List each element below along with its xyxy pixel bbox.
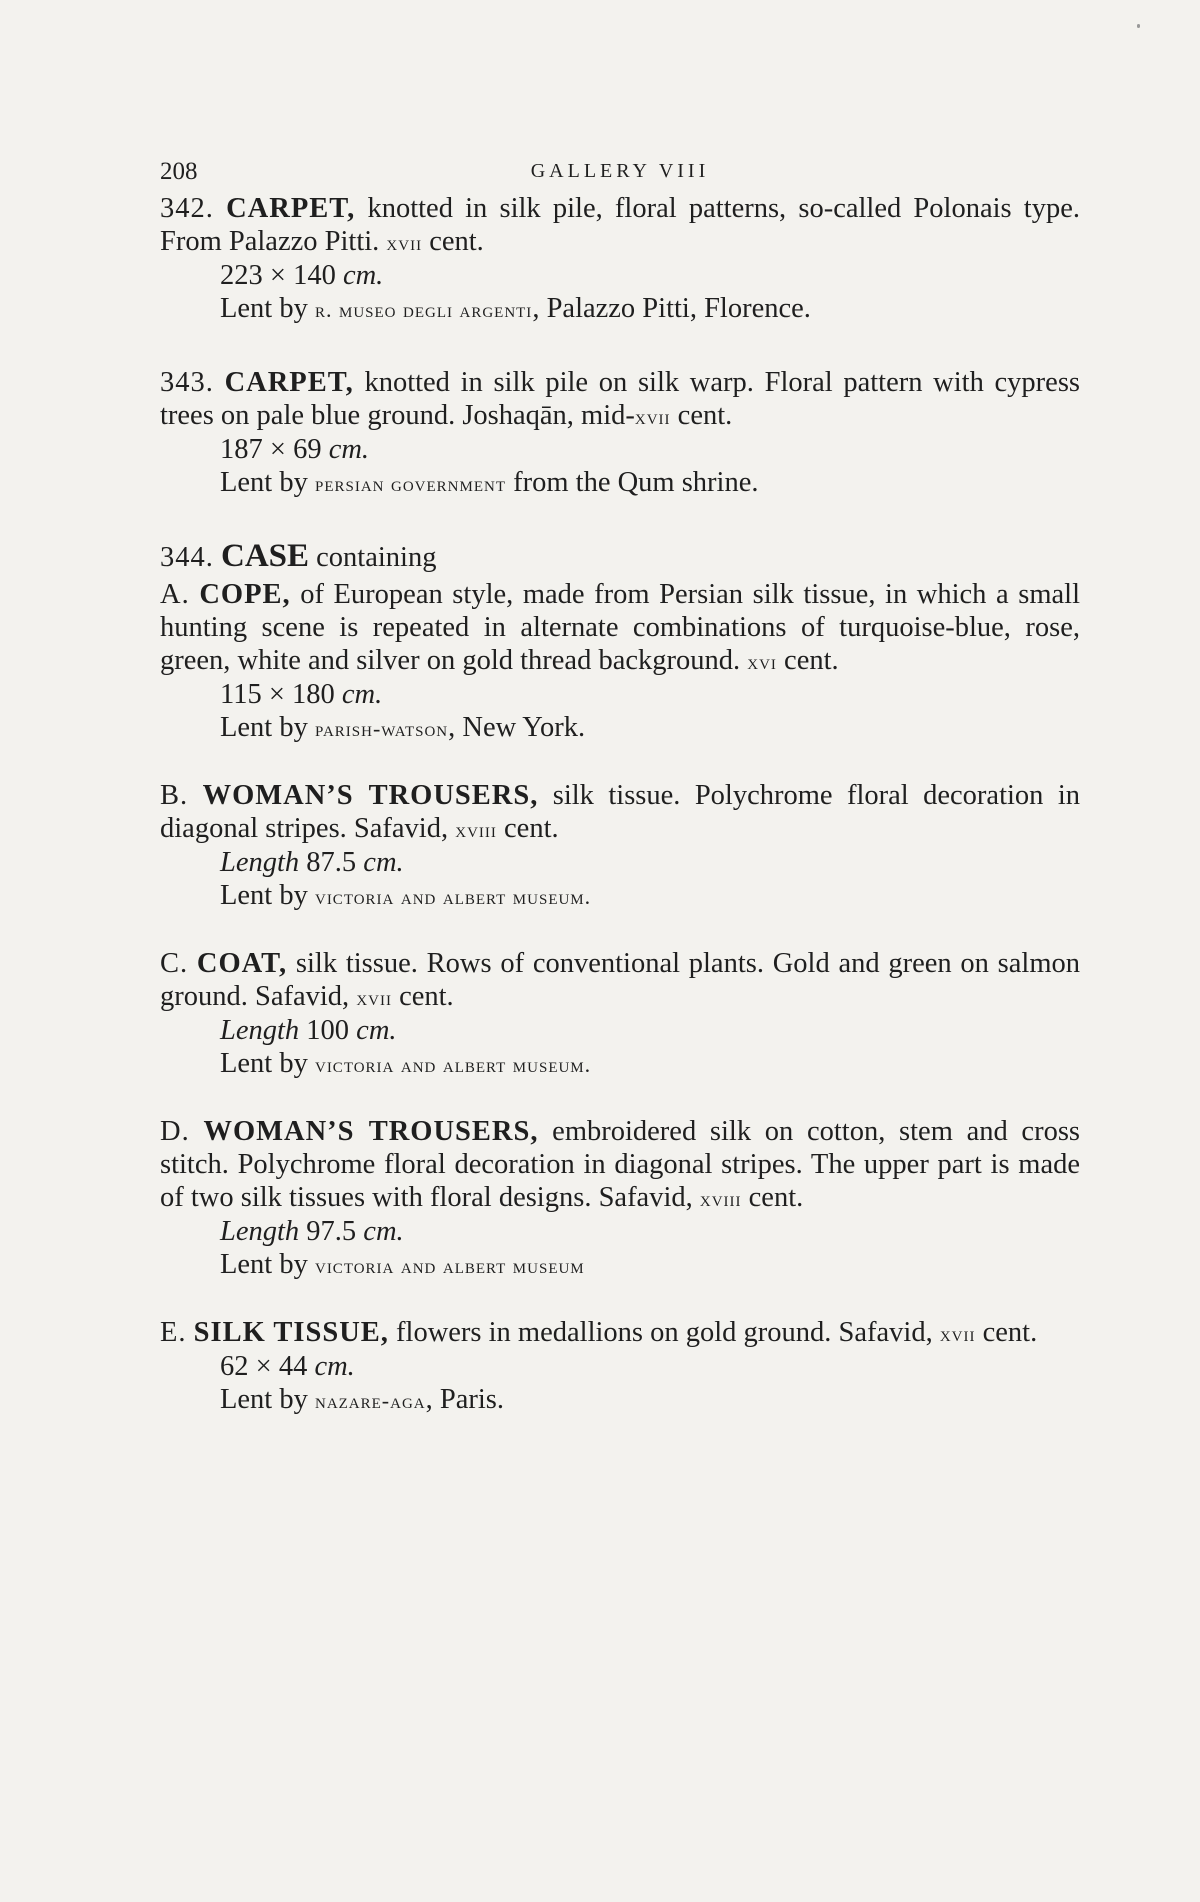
measure-unit: cm.	[307, 1351, 355, 1382]
entry-title: CARPET,	[226, 193, 356, 224]
entry-description	[160, 192, 1080, 259]
item-title: WOMAN’S TROUSERS,	[202, 780, 539, 811]
item-description	[160, 779, 1080, 846]
entry-number: 343.	[160, 367, 214, 398]
item-date: xvi	[747, 649, 777, 674]
lender-name: parish-watson	[314, 716, 449, 741]
item-title: WOMAN’S TROUSERS,	[203, 1116, 539, 1147]
entry-text: knotted in silk pile, floral patterns, so-called Polonais type. From Palazzo Pitti.	[160, 193, 1080, 257]
item-text-end: cent.	[975, 1317, 1038, 1348]
item-date: xviii	[699, 1186, 742, 1211]
measure-label: Length	[220, 1015, 300, 1046]
measure-unit: cm.	[356, 1216, 404, 1247]
entry-dimensions	[220, 433, 1080, 466]
measure-value: 115 × 180	[220, 679, 335, 710]
item-lender	[220, 711, 1080, 745]
item-text: silk tissue. Rows of conventional plants. Gold and green on salmon ground. Safavid,	[160, 948, 1081, 1012]
item-letter: A.	[160, 579, 190, 610]
lender-name: victoria and albert museum.	[314, 884, 592, 909]
page-header	[160, 150, 1080, 192]
entry-title: CARPET,	[224, 367, 354, 398]
catalog-entry-344	[160, 540, 1080, 1417]
item-text: silk tissue. Polychrome floral decoration in diagonal stripes. Safavid,	[160, 780, 1081, 844]
lender-location: , New York.	[448, 712, 586, 743]
lent-by-label: Lent by	[220, 1048, 315, 1079]
item-date: xvii	[939, 1321, 976, 1346]
measure-unit: cm.	[356, 847, 404, 878]
lender-name: nazare-aga	[314, 1388, 426, 1413]
lent-by-label: Lent by	[220, 880, 315, 911]
item-measure	[220, 846, 1080, 879]
lender-location: , Paris.	[425, 1384, 505, 1415]
item-description	[160, 578, 1080, 678]
item-lender	[220, 1047, 1080, 1081]
lent-by-label: Lent by	[220, 1384, 315, 1415]
item-letter: D.	[160, 1116, 190, 1147]
dimensions-unit: cm.	[335, 260, 384, 291]
item-date: xvii	[356, 985, 392, 1010]
item-text-end: cent.	[496, 813, 559, 844]
case-item-e	[160, 1316, 1080, 1417]
measure-label: Length	[220, 847, 300, 878]
item-letter: E.	[160, 1317, 187, 1348]
lent-by-label: Lent by	[220, 467, 315, 498]
item-title: COPE,	[199, 579, 291, 610]
entry-lender	[220, 292, 1080, 326]
item-text-end: cent.	[741, 1182, 804, 1213]
lender-location: from the Qum shrine.	[506, 467, 759, 498]
measure-value: 100	[299, 1015, 350, 1046]
item-lender	[220, 879, 1080, 913]
entry-dimensions	[220, 259, 1080, 292]
lent-by-label: Lent by	[220, 1249, 315, 1280]
running-head: GALLERY VIII	[530, 160, 710, 182]
dimensions-unit: cm.	[321, 434, 370, 465]
item-description	[160, 1316, 1080, 1350]
lender-location: , Palazzo Pitti, Florence.	[532, 293, 811, 324]
item-lender	[220, 1248, 1080, 1282]
entry-number: 342.	[160, 193, 214, 224]
case-item-b	[160, 779, 1080, 913]
entry-text-end: cent.	[422, 226, 484, 257]
entry-date: xvii	[634, 404, 671, 429]
measure-value: 97.5	[299, 1216, 357, 1247]
item-text: embroidered silk on cotton, stem and cross stitch. Polychrome floral decoration in diagonal stripes. The upper part is made of two silk tissues with floral designs. Safavid,	[160, 1116, 1081, 1213]
case-containing: containing	[309, 542, 437, 573]
item-description	[160, 1115, 1080, 1215]
case-item-d	[160, 1115, 1080, 1282]
lent-by-label: Lent by	[220, 293, 315, 324]
catalog-entry-343	[160, 366, 1080, 500]
entry-text: knotted in silk pile on silk warp. Floral pattern with cypress trees on pale blue ground. Joshaqān, mid-	[160, 367, 1080, 431]
item-measure	[220, 1014, 1080, 1047]
dimensions-value: 187 × 69	[220, 434, 322, 465]
lender-name: victoria and albert museum	[314, 1253, 585, 1278]
item-letter: B.	[160, 780, 189, 811]
measure-value: 87.5	[299, 847, 357, 878]
measure-label: Length	[220, 1216, 300, 1247]
case-heading	[160, 540, 1080, 574]
case-title: CASE	[221, 538, 310, 574]
entry-lender	[220, 466, 1080, 500]
item-title: COAT,	[196, 948, 288, 979]
measure-unit: cm.	[334, 679, 383, 710]
entry-number: 344.	[160, 542, 214, 573]
case-item-a	[160, 578, 1080, 745]
item-lender	[220, 1383, 1080, 1417]
page-number: 208	[160, 158, 198, 185]
case-item-c	[160, 947, 1080, 1081]
measure-unit: cm.	[349, 1015, 397, 1046]
item-title: SILK TISSUE,	[193, 1317, 389, 1348]
lender-name: persian government	[314, 471, 506, 496]
entry-date: xvii	[386, 230, 423, 255]
item-description	[160, 947, 1080, 1014]
lender-name: r. museo degli argenti	[314, 297, 533, 322]
entry-text-end: cent.	[670, 400, 733, 431]
item-text-end: cent.	[776, 645, 839, 676]
book-page	[160, 150, 1080, 1417]
item-measure	[220, 678, 1080, 711]
page-speck	[1137, 24, 1140, 28]
measure-value: 62 × 44	[220, 1351, 308, 1382]
lender-name: victoria and albert museum.	[314, 1052, 592, 1077]
entry-description	[160, 366, 1080, 433]
item-text-end: cent.	[391, 981, 454, 1012]
item-measure	[220, 1215, 1080, 1248]
item-date: xviii	[455, 817, 497, 842]
item-letter: C.	[160, 948, 189, 979]
item-text: flowers in medallions on gold ground. Safavid,	[388, 1317, 940, 1348]
dimensions-value: 223 × 140	[220, 260, 336, 291]
item-measure	[220, 1350, 1080, 1383]
item-text: of European style, made from Persian silk tissue, in which a small hunting scene is repeated in alternate combinations of turquoise-blue, rose, green, white and silver on gold thread background.	[160, 579, 1081, 676]
lent-by-label: Lent by	[220, 712, 315, 743]
catalog-entry-342	[160, 192, 1080, 326]
